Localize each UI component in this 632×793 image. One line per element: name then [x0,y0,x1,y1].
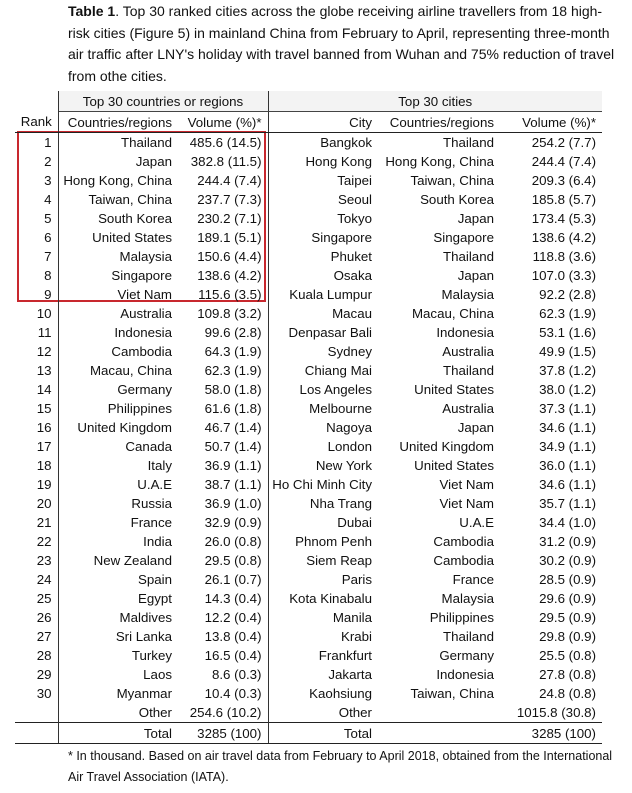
total-city-volume: 3285 (100) [500,723,602,744]
country-cell: South Korea [98,211,172,226]
country-volume-cell: 13.8 (0.4) [178,627,268,646]
country-volume-cell: 29.5 (0.8) [178,551,268,570]
table-row [15,437,602,456]
city-country-cell: France [452,572,494,587]
rank-cell: 22 [15,532,58,551]
city-volume-cell: 62.3 (1.9) [539,306,596,321]
city-cell: Melbourne [309,401,372,416]
city-country-cell: Cambodia [433,534,494,549]
rank-cell: 5 [15,209,58,228]
city-country-cell: Malaysia [441,287,494,302]
rank-cell: 27 [15,627,58,646]
city-cell: Kuala Lumpur [289,287,372,302]
table-row [15,380,602,399]
country-volume-cell: 99.6 (2.8) [178,323,268,342]
country-volume-cell: 382.8 (11.5) [178,152,268,171]
rank-cell: 23 [15,551,58,570]
rank-cell: 13 [15,361,58,380]
rank-cell: 19 [15,475,58,494]
city-cell: Phuket [330,249,372,264]
country-cell: Australia [120,306,172,321]
city-volume-cell: 35.7 (1.1) [539,496,596,511]
city-country-cell: Australia [442,344,494,359]
city-volume-cell: 36.0 (1.1) [539,458,596,473]
city-country-cell: Viet Nam [439,496,494,511]
city-country-cell: United Kingdom [399,439,494,454]
city-volume-cell: 27.8 (0.8) [539,667,596,682]
table-row [15,665,602,684]
rank-cell: 10 [15,304,58,323]
country-cell: Cambodia [111,344,172,359]
total-row [15,723,602,744]
country-volume-cell: 254.6 (10.2) [178,703,268,723]
city-cell: Other [338,705,372,720]
table-row [15,494,602,513]
city-country-cell: U.A.E [459,515,494,530]
country-volume-cell: 36.9 (1.1) [178,456,268,475]
city-cell: Kota Kinabalu [289,591,372,606]
country-cell: Indonesia [114,325,172,340]
country-cell: Singapore [111,268,172,283]
country-volume-cell: 36.9 (1.0) [178,494,268,513]
country-volume-cell: 26.1 (0.7) [178,570,268,589]
country-cell: Italy [147,458,172,473]
country-cell: New Zealand [93,553,172,568]
country-volume-cell: 189.1 (5.1) [178,228,268,247]
rank-cell: 9 [15,285,58,304]
city-volume-cell: 244.4 (7.4) [531,154,596,169]
country-cell: Canada [125,439,172,454]
city-volume-cell: 30.2 (0.9) [539,553,596,568]
country-volume-cell: 150.6 (4.4) [178,247,268,266]
city-country-cell: Philippines [429,610,494,625]
city-volume-cell: 34.4 (1.0) [539,515,596,530]
city-country-cell: United States [414,458,494,473]
table-row [15,152,602,171]
country-volume-cell: 109.8 (3.2) [178,304,268,323]
country-volume-cell: 138.6 (4.2) [178,266,268,285]
country-volume-cell: 8.6 (0.3) [178,665,268,684]
country-cell: Taiwan, China [88,192,172,207]
city-cell: London [327,439,372,454]
country-volume-cell: 237.7 (7.3) [178,190,268,209]
city-cell: New York [315,458,372,473]
header-city: City [268,112,378,133]
table-row [15,703,602,723]
table-caption [68,1,620,87]
city-volume-cell: 29.5 (0.9) [539,610,596,625]
city-country-cell: Cambodia [433,553,494,568]
rank-cell [15,703,58,723]
country-cell: Maldives [119,610,172,625]
city-country-cell: Thailand [442,363,494,378]
city-cell: Tokyo [337,211,372,226]
footnote: * In thousand. Based on air travel data from February to April 2018, obtained from the International Air Travel Association (IATA). [68,749,613,784]
table-row [15,323,602,342]
city-cell: Dubai [337,515,372,530]
group-header-cities: Top 30 cities [268,91,602,112]
country-volume-cell: 32.9 (0.9) [178,513,268,532]
city-country-cell: Viet Nam [439,477,494,492]
city-volume-cell: 107.0 (3.3) [531,268,596,283]
city-volume-cell: 49.9 (1.5) [539,344,596,359]
table-row [15,304,602,323]
city-volume-cell: 92.2 (2.8) [539,287,596,302]
city-cell: Nha Trang [309,496,372,511]
country-volume-cell: 64.3 (1.9) [178,342,268,361]
city-country-cell: Malaysia [441,591,494,606]
city-cell: Frankfurt [318,648,372,663]
country-volume-cell: 485.6 (14.5) [178,133,268,153]
rank-cell: 30 [15,684,58,703]
city-cell: Siem Reap [306,553,372,568]
city-cell: Nagoya [326,420,372,435]
country-cell: Thailand [120,135,172,150]
ranking-table [15,91,602,744]
city-volume-cell: 173.4 (5.3) [531,211,596,226]
rank-cell: 11 [15,323,58,342]
country-cell: Sri Lanka [115,629,172,644]
city-country-cell: Thailand [442,135,494,150]
total-city-label: Total [268,723,378,744]
city-country-cell: Indonesia [436,667,494,682]
country-cell: United States [92,230,172,245]
country-volume-cell: 115.6 (3.5) [178,285,268,304]
table-row [15,551,602,570]
table-row [15,532,602,551]
table-row [15,171,602,190]
city-country-cell: Germany [439,648,494,663]
country-volume-cell: 58.0 (1.8) [178,380,268,399]
city-country-cell: Hong Kong, China [385,154,494,169]
header-rank: Rank [15,112,58,133]
city-volume-cell: 118.8 (3.6) [532,249,596,264]
rank-cell: 14 [15,380,58,399]
city-country-cell: Japan [457,420,494,435]
rank-cell: 2 [15,152,58,171]
rank-cell: 1 [15,133,58,153]
table-row [15,209,602,228]
caption-label: Table 1 [68,3,116,19]
table-row [15,342,602,361]
city-cell: Sydney [327,344,372,359]
country-volume-cell: 26.0 (0.8) [178,532,268,551]
city-volume-cell: 38.0 (1.2) [539,382,596,397]
table-row [15,608,602,627]
table-row [15,418,602,437]
city-cell: Taipei [337,173,372,188]
header-city-volume: Volume (%)* [500,112,602,133]
country-cell: Laos [143,667,172,682]
table-row [15,190,602,209]
table-row [15,684,602,703]
city-volume-cell: 37.3 (1.1) [539,401,596,416]
table-row [15,228,602,247]
city-volume-cell: 254.2 (7.7) [531,135,596,150]
city-country-cell: Japan [457,268,494,283]
city-volume-cell: 34.6 (1.1) [539,477,596,492]
city-cell: Los Angeles [299,382,372,397]
city-cell: Paris [341,572,372,587]
city-volume-cell: 25.5 (0.8) [539,648,596,663]
country-volume-cell: 62.3 (1.9) [178,361,268,380]
city-volume-cell: 34.6 (1.1) [539,420,596,435]
rank-cell: 7 [15,247,58,266]
city-cell: Denpasar Bali [288,325,372,340]
country-volume-cell: 12.2 (0.4) [178,608,268,627]
country-cell: India [143,534,172,549]
rank-cell: 17 [15,437,58,456]
country-cell: Japan [135,154,172,169]
rank-cell: 25 [15,589,58,608]
city-cell: Phnom Penh [295,534,372,549]
rank-cell: 18 [15,456,58,475]
table-row [15,266,602,285]
city-country-cell: Indonesia [436,325,494,340]
country-cell: Germany [117,382,172,397]
country-volume-cell: 46.7 (1.4) [178,418,268,437]
city-country-cell: Singapore [433,230,494,245]
city-cell: Osaka [333,268,372,283]
city-volume-cell: 31.2 (0.9) [539,534,596,549]
city-volume-cell: 1015.8 (30.8) [516,705,596,720]
city-cell: Ho Chi Minh City [272,477,372,492]
city-cell: Manila [332,610,372,625]
table-row [15,570,602,589]
header-city-countries: Countries/regions [378,112,500,133]
rank-cell: 4 [15,190,58,209]
country-volume-cell: 16.5 (0.4) [178,646,268,665]
city-country-cell: Thailand [442,249,494,264]
table-row [15,361,602,380]
city-cell: Krabi [340,629,372,644]
table-row [15,513,602,532]
country-cell: Philippines [107,401,172,416]
country-cell: U.A.E [137,477,172,492]
rank-cell: 6 [15,228,58,247]
header-empty [15,91,58,112]
country-cell: Viet Nam [117,287,172,302]
city-country-cell: Japan [457,211,494,226]
rank-cell: 24 [15,570,58,589]
city-volume-cell: 209.3 (6.4) [531,173,596,188]
table-row [15,399,602,418]
city-country-cell: South Korea [420,192,494,207]
country-volume-cell: 244.4 (7.4) [178,171,268,190]
city-volume-cell: 37.8 (1.2) [539,363,596,378]
total-label: Total [58,723,178,744]
country-volume-cell: 10.4 (0.3) [178,684,268,703]
city-country-cell [378,703,500,723]
city-country-cell: Thailand [442,629,494,644]
country-cell: Russia [131,496,172,511]
group-header-countries: Top 30 countries or regions [58,91,268,112]
table-row [15,247,602,266]
country-volume-cell: 61.6 (1.8) [178,399,268,418]
city-cell: Seoul [337,192,372,207]
table-row [15,133,602,153]
city-volume-cell: 53.1 (1.6) [539,325,596,340]
country-cell: United Kingdom [77,420,172,435]
country-cell: Myanmar [116,686,172,701]
city-volume-cell: 185.8 (5.7) [531,192,596,207]
city-cell: Macau [332,306,372,321]
country-volume-cell: 38.7 (1.1) [178,475,268,494]
country-cell: Spain [137,572,172,587]
rank-cell: 29 [15,665,58,684]
rank-cell: 15 [15,399,58,418]
header-countries: Countries/regions [58,112,178,133]
caption-text: . Top 30 ranked cities across the globe receiving airline travellers from 18 high-risk cities (Figure 5) in mainland China from February to April, representing three-month air traffic after LNY's holiday with travel banned from Wuhan and 75% reduction of travel from othe cities. [68,3,615,84]
rank-cell: 26 [15,608,58,627]
country-cell: Hong Kong, China [63,173,172,188]
country-volume-cell: 230.2 (7.1) [178,209,268,228]
country-cell: Other [138,705,172,720]
rank-cell: 20 [15,494,58,513]
city-cell: Bangkok [320,135,372,150]
table-row [15,646,602,665]
table-row [15,627,602,646]
header-volume: Volume (%)* [178,112,268,133]
country-volume-cell: 14.3 (0.4) [178,589,268,608]
city-cell: Jakarta [328,667,372,682]
table-row [15,456,602,475]
city-country-cell: United States [414,382,494,397]
rank-cell: 12 [15,342,58,361]
country-cell: Malaysia [119,249,172,264]
total-country-volume: 3285 (100) [178,723,268,744]
rank-cell: 8 [15,266,58,285]
city-cell: Kaohsiung [309,686,372,701]
country-cell: Turkey [131,648,172,663]
city-cell: Hong Kong [305,154,372,169]
city-volume-cell: 24.8 (0.8) [539,686,596,701]
city-country-cell: Taiwan, China [410,173,494,188]
country-cell: Macau, China [89,363,172,378]
city-country-cell: Macau, China [411,306,494,321]
country-volume-cell: 50.7 (1.4) [178,437,268,456]
city-volume-cell: 34.9 (1.1) [539,439,596,454]
city-volume-cell: 138.6 (4.2) [531,230,596,245]
table-row [15,285,602,304]
city-volume-cell: 29.8 (0.9) [539,629,596,644]
rank-cell: 3 [15,171,58,190]
city-volume-cell: 28.5 (0.9) [539,572,596,587]
table-row [15,589,602,608]
city-volume-cell: 29.6 (0.9) [539,591,596,606]
city-cell: Chiang Mai [304,363,372,378]
rank-cell: 16 [15,418,58,437]
country-cell: Egypt [137,591,172,606]
city-cell: Singapore [311,230,372,245]
rank-cell: 28 [15,646,58,665]
table-row [15,475,602,494]
city-country-cell: Taiwan, China [410,686,494,701]
country-cell: France [130,515,172,530]
city-country-cell: Australia [442,401,494,416]
rank-cell: 21 [15,513,58,532]
